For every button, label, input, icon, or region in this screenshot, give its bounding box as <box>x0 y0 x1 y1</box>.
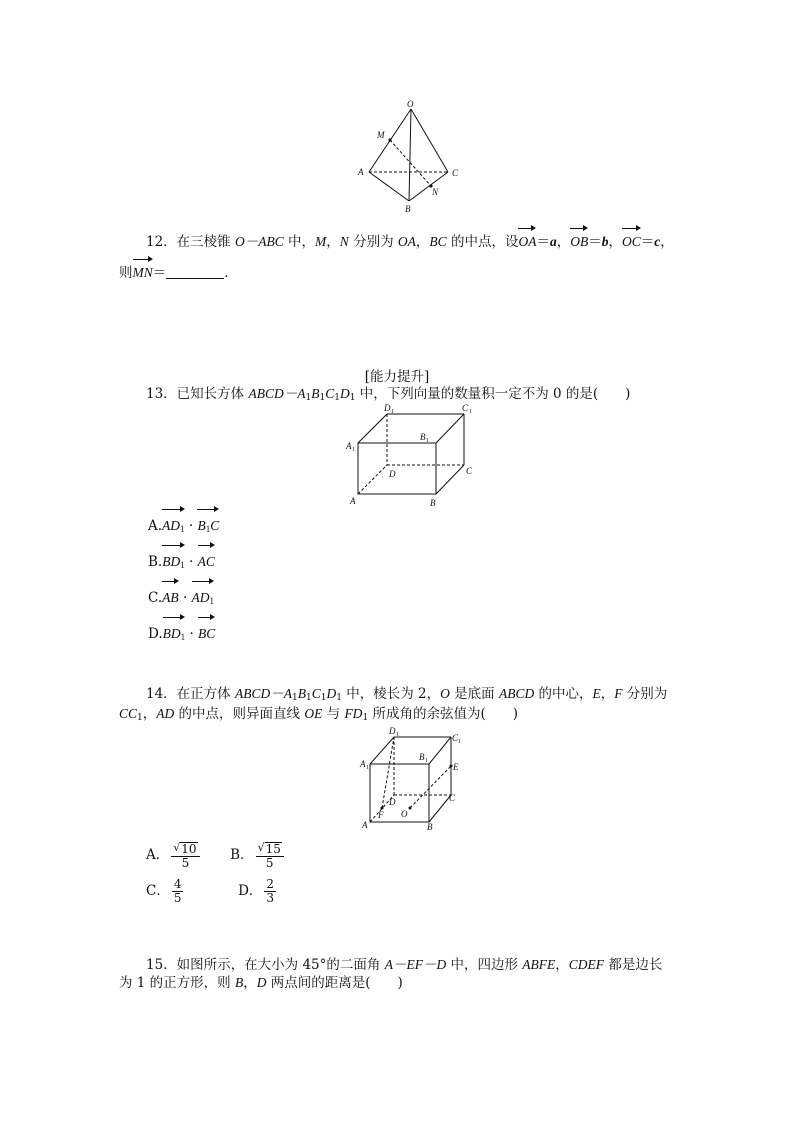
option-key: B． <box>230 847 254 863</box>
q12-text: O－ABC <box>234 234 284 249</box>
q14-options-row1 <box>146 838 286 872</box>
q14-text: E <box>592 686 601 701</box>
q14-text: 中，棱长为 2， <box>341 686 441 702</box>
vector-subscript: 1 <box>180 560 185 570</box>
label-D: D <box>389 469 396 479</box>
q12-text: ， <box>326 234 340 250</box>
q15-text: ， <box>555 957 569 973</box>
denominator: 5 <box>265 856 274 870</box>
q13-text: ABCD－A <box>248 386 306 401</box>
option-d[interactable] <box>148 616 219 652</box>
option-d[interactable] <box>238 877 278 905</box>
q14-text: ABCD－A <box>234 686 292 701</box>
q14-text: 分别为 <box>622 686 668 702</box>
option-key: D． <box>238 883 263 899</box>
label-A: A <box>350 496 356 506</box>
q13-text: 1 <box>334 393 340 403</box>
q12-text: ， <box>556 234 571 250</box>
q15-number: 15．如图所示，在大小为 45°的二面角 <box>146 957 385 973</box>
q14-text: 1 <box>362 713 369 723</box>
q14-text: 1 <box>137 713 143 723</box>
label-B: B <box>405 204 411 214</box>
option-key: D. <box>148 626 163 642</box>
q14-text: C <box>311 686 321 701</box>
q15-text: A－EF－D <box>384 957 447 972</box>
label-A: A <box>362 820 368 830</box>
label-subscript: 1 <box>425 758 428 764</box>
q14-text: O <box>440 686 450 701</box>
q14-text: D <box>326 686 337 701</box>
label-B1: B <box>419 752 425 762</box>
q14-text: ， <box>142 706 157 722</box>
q15-text: CDEF <box>568 957 605 972</box>
q15-text: ， <box>243 975 257 991</box>
q14-text: B <box>297 686 306 701</box>
option-key: B. <box>148 554 163 570</box>
label-A1: A <box>346 441 352 451</box>
option-b[interactable] <box>230 841 286 870</box>
vector-label: AD <box>162 518 181 533</box>
q13-number: 13．已知长方体 <box>146 386 249 402</box>
q13-text: 1 <box>305 393 312 403</box>
q15-text: 都是边长 <box>604 957 663 973</box>
vector-label: C <box>210 518 220 533</box>
q13-text: 1 <box>349 393 356 403</box>
q12-text: 的中点，设 <box>446 234 519 250</box>
label-O: O <box>407 99 414 109</box>
q13-text: 中，下列向量的数量积一定不为 0 的是( ) <box>355 386 631 402</box>
label-D1: D <box>384 403 391 413</box>
q14-text: 所成角的余弦值为( ) <box>368 706 518 722</box>
option-key: C． <box>146 883 170 899</box>
q14-number: 14．在正方体 <box>146 686 235 702</box>
option-c[interactable] <box>148 580 219 616</box>
q14-text: 的中点，则异面直线 <box>174 706 305 722</box>
q12-text: ， <box>415 234 430 250</box>
option-c[interactable] <box>146 877 185 905</box>
q15-text: 中，四边形 <box>446 957 523 973</box>
q14-options-row2 <box>146 874 278 908</box>
q15-text: ABFE <box>522 957 556 972</box>
label-subscript: 1 <box>469 409 472 415</box>
q12-text: ＝ <box>536 234 550 250</box>
label-C: C <box>449 793 456 803</box>
q14-text: 1 <box>291 693 298 703</box>
q15-text: D <box>256 975 267 990</box>
dot-operator: · <box>189 554 194 570</box>
label-subscript: 1 <box>426 438 429 444</box>
q14-text: 是底面 <box>449 686 499 702</box>
vector-subscript: 1 <box>180 632 186 642</box>
question-15-line2 <box>119 971 403 995</box>
label-F: F <box>378 810 384 820</box>
label-C: C <box>452 168 459 178</box>
label-subscript: 1 <box>396 732 399 738</box>
section-heading: [能力提升] <box>364 369 430 385</box>
label-M: M <box>377 130 385 140</box>
denominator: 5 <box>173 891 182 905</box>
label-C: C <box>466 466 473 476</box>
dot-operator: · <box>189 626 194 642</box>
q14-text: CC <box>119 706 138 721</box>
label-N: N <box>432 187 439 197</box>
q14-text: FD <box>344 706 363 721</box>
dot-operator: · <box>188 518 194 534</box>
denominator: 5 <box>181 856 190 870</box>
denominator: 3 <box>266 891 275 905</box>
vector-label: AD <box>191 590 210 605</box>
vector-MN: MN <box>133 258 153 285</box>
radicand: 10 <box>181 842 197 856</box>
vector-label: B <box>197 518 206 533</box>
label-D: D <box>389 797 396 807</box>
q13-text: 1 <box>319 393 326 403</box>
q14-text: 1 <box>336 693 342 703</box>
vector-OC: OC <box>622 227 641 254</box>
question-12-line2 <box>119 258 238 285</box>
q12-text: BC <box>429 234 447 249</box>
q15-text: B <box>234 975 244 990</box>
q12-text: ， <box>608 234 622 250</box>
label-subscript: 1 <box>366 765 369 771</box>
sqrt-sign: √ <box>173 841 181 854</box>
q14-text: F <box>614 686 623 701</box>
q12-number: 12．在三棱锥 <box>146 234 235 250</box>
q15-text: 为 1 的正方形，则 <box>119 975 235 991</box>
q12-text: b <box>601 234 609 249</box>
q14-text: OE <box>304 706 323 721</box>
q14-text: AD <box>156 706 175 721</box>
q12-text: ， <box>660 234 674 250</box>
option-key: C. <box>148 590 163 606</box>
label-subscript: 1 <box>352 447 355 453</box>
dot-operator: · <box>182 590 188 606</box>
option-key: A． <box>146 847 170 863</box>
label-A1: A <box>360 759 366 769</box>
label-subscript: 1 <box>458 739 461 745</box>
q12-text: ＝ <box>152 265 167 281</box>
numerator: 2 <box>266 877 275 891</box>
vector-label: AC <box>197 554 215 569</box>
q12-text: 则 <box>119 265 133 281</box>
option-a[interactable] <box>146 841 202 870</box>
box-figure <box>344 402 479 510</box>
q12-text: ． <box>224 265 238 281</box>
option-key: A. <box>148 518 163 534</box>
label-O: O <box>401 809 408 819</box>
vector-subscript: 1 <box>180 524 185 534</box>
q13-text: D <box>339 386 350 401</box>
label-C1: C <box>452 733 459 743</box>
q13-options <box>148 508 219 652</box>
q14-text: 1 <box>320 693 327 703</box>
q13-text: B <box>311 386 320 401</box>
vector-label: BD <box>162 626 181 641</box>
q14-text: 的中心， <box>534 686 593 702</box>
q13-text: C <box>325 386 335 401</box>
q14-text: 1 <box>305 693 312 703</box>
vector-OA: OA <box>518 227 536 254</box>
label-B1: B <box>420 432 426 442</box>
vector-label: BD <box>162 554 181 569</box>
q12-text: a <box>549 234 557 249</box>
vector-subscript: 1 <box>205 524 211 534</box>
q12-text: ＝ <box>588 234 602 250</box>
q12-text: ＝ <box>640 234 655 250</box>
q14-text: 与 <box>322 706 345 722</box>
numerator: 4 <box>173 877 182 891</box>
cube-figure <box>356 725 466 833</box>
option-a[interactable] <box>148 508 219 544</box>
option-b[interactable] <box>148 544 219 580</box>
label-B: B <box>430 498 436 508</box>
q12-text: N <box>339 234 349 249</box>
label-A: A <box>358 167 364 177</box>
vector-OB: OB <box>570 227 588 254</box>
radicand: 15 <box>265 842 281 856</box>
label-C1: C <box>462 403 469 413</box>
vector-label: AB <box>162 590 179 605</box>
q12-text: 分别为 <box>348 234 398 250</box>
tetrahedron-figure <box>355 98 465 218</box>
label-D1: D <box>389 726 396 736</box>
vector-label: BC <box>198 626 216 641</box>
q12-text: M <box>315 234 327 249</box>
q14-text: ABCD <box>498 686 535 701</box>
q15-text: 两点间的距离是( ) <box>266 975 403 991</box>
q12-text: c <box>654 234 661 249</box>
sqrt-sign: √ <box>257 841 265 854</box>
q12-text: 中， <box>283 234 316 250</box>
question-12-line1 <box>146 227 674 254</box>
label-E: E <box>453 762 459 772</box>
vector-subscript: 1 <box>209 596 215 606</box>
label-subscript: 1 <box>391 409 394 415</box>
q14-text: ， <box>600 686 615 702</box>
answer-blank[interactable] <box>166 264 224 279</box>
label-B: B <box>427 822 433 832</box>
q12-text: OA <box>397 234 416 249</box>
